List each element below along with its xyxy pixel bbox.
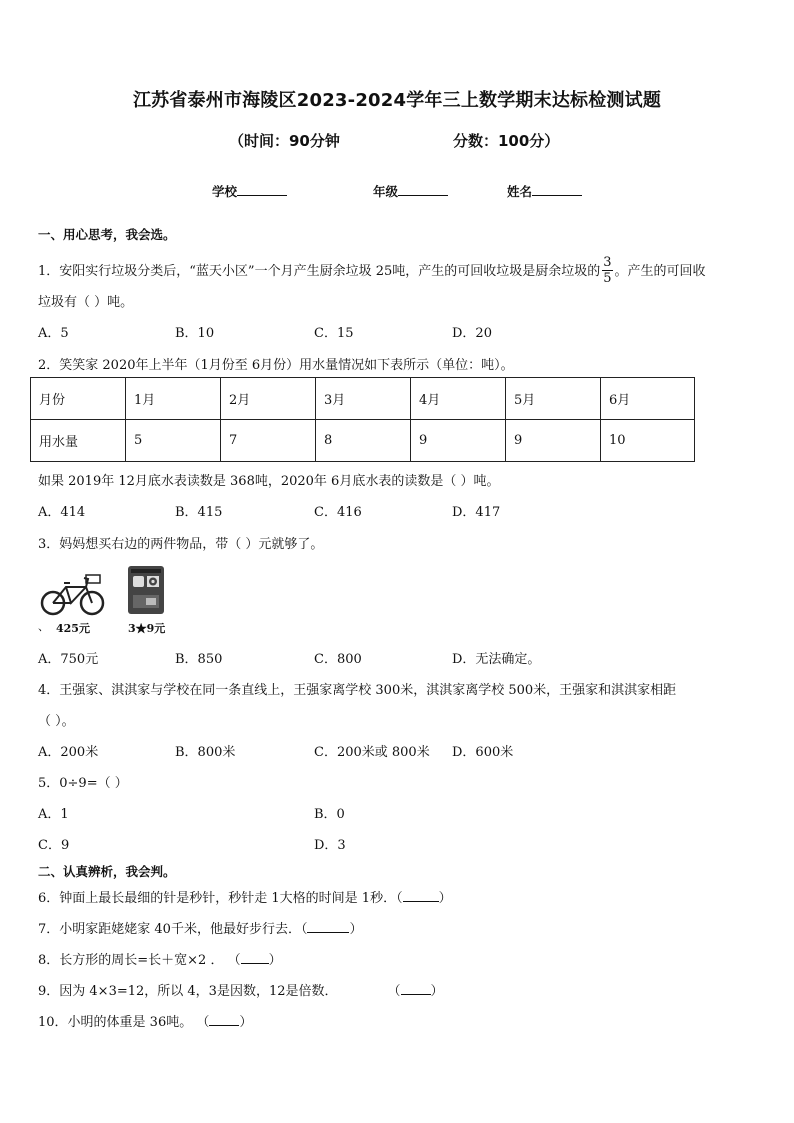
q1-option-d[interactable]: D．20 [452,326,492,341]
q6-close: ） [438,891,452,906]
table-cell: 10 [601,420,695,462]
q1-option-b[interactable]: B．10 [175,326,215,341]
school-field[interactable] [212,182,287,200]
section2-title: 二、认真辨析，我会判。 [38,864,176,879]
radio-icon [127,565,165,615]
q5-option-a[interactable]: A．1 [38,807,69,822]
table-cell: 9 [506,420,601,462]
q1-text-b: 。产生的可回收 [614,264,706,279]
school-blank[interactable] [237,183,287,196]
q1-frac-den: 5 [603,271,612,286]
q8-close: ） [268,953,282,968]
q1-option-a[interactable]: A．5 [38,326,69,341]
q10-close: ） [239,1015,253,1030]
q9-text: 9．因为 4×3=12，所以 4，3是因数，12是倍数． [38,984,338,999]
q8-text: 8．长方形的周长=长＋宽×2 ． （ [38,953,241,968]
grade-label: 年级 [373,184,399,199]
q9-answer-blank[interactable] [401,982,431,995]
exam-time: （时间：90分钟 [229,132,340,150]
name-label: 姓名 [507,184,533,199]
q9-open: （ [387,984,401,999]
q3-mark: 、 [38,620,49,633]
table-cell: 7 [221,420,316,462]
table-row [31,420,695,462]
q9-close: ） [430,984,444,999]
q1-text-a: 1．安阳实行垃圾分类后，“蓝天小区”一个月产生厨余垃圾 25吨，产生的可回收垃圾是厨余垃圾的 [38,264,601,279]
q7-text: 7．小明家距姥姥家 40千米，他最好步行去．（ [38,922,308,937]
q4-option-b[interactable]: B．800米 [175,745,236,760]
q4-option-c[interactable]: C．200米或 800米 [314,745,430,760]
bicycle-icon [40,573,106,617]
question-1 [38,256,706,287]
table-cell: 1月 [126,378,221,420]
q1-option-c[interactable]: C．15 [314,326,354,341]
grade-field[interactable] [373,182,448,200]
table-cell: 6月 [601,378,695,420]
q2-option-d[interactable]: D．417 [452,505,501,520]
q5-option-d[interactable]: D．3 [314,838,346,853]
question-5: 5．0÷9=（ ） [38,776,128,791]
q2-option-a[interactable]: A．414 [38,505,86,520]
q7-answer-blank[interactable] [307,920,349,933]
q1-fraction [602,255,612,286]
question-6 [38,887,452,906]
q6-answer-blank[interactable] [403,889,439,902]
q3-option-a[interactable]: A．750元 [38,652,99,667]
question-9 [38,980,444,999]
q6-text: 6．钟面上最长最细的针是秒针，秒针走 1大格的时间是 1秒．（ [38,891,403,906]
name-field[interactable] [507,182,582,200]
name-blank[interactable] [532,183,582,196]
q4-text-b: （ ）。 [38,714,75,729]
q5-option-c[interactable]: C．9 [38,838,70,853]
table-cell: 月份 [31,378,126,420]
radio-price: 3★9元 [128,622,166,635]
question-8 [38,949,282,968]
grade-blank[interactable] [398,183,448,196]
question-2: 2．笑笑家 2020年上半年（1月份至 6月份）用水量情况如下表所示（单位：吨）。 [38,358,514,373]
bike-price: 425元 [56,622,90,635]
q7-close: ） [349,922,363,937]
question-10 [38,1011,252,1030]
question-7 [38,918,362,937]
q3-option-d[interactable]: D．无法确定。 [452,652,541,667]
water-usage-table [30,377,695,462]
q2-option-b[interactable]: B．415 [175,505,223,520]
q10-text: 10．小明的体重是 36吨。 （ [38,1015,210,1030]
question-3: 3．妈妈想买右边的两件物品，带（ ）元就够了。 [38,537,324,552]
table-cell: 8 [316,420,411,462]
table-cell: 2月 [221,378,316,420]
q2-followup: 如果 2019年 12月底水表读数是 368吨，2020年 6月底水表的读数是（ ）吨。 [38,474,500,489]
table-header-row [31,378,695,420]
q5-option-b[interactable]: B．0 [314,807,345,822]
q3-option-b[interactable]: B．850 [175,652,223,667]
q8-answer-blank[interactable] [241,951,269,964]
table-cell: 4月 [411,378,506,420]
table-cell: 用水量 [31,420,126,462]
q1-text-c: 垃圾有（ ）吨。 [38,295,134,310]
school-label: 学校 [212,184,238,199]
page-title: 江苏省泰州市海陵区2023-2024学年三上数学期末达标检测试题 [132,90,662,111]
q4-option-a[interactable]: A．200米 [38,745,99,760]
table-cell: 9 [411,420,506,462]
table-cell: 5 [126,420,221,462]
table-cell: 5月 [506,378,601,420]
q2-option-c[interactable]: C．416 [314,505,362,520]
section1-title: 一、用心思考，我会选。 [38,227,176,242]
q3-option-c[interactable]: C．800 [314,652,362,667]
question-4: 4．王强家、淇淇家与学校在同一条直线上，王强家离学校 300米，淇淇家离学校 500米，王强家和淇淇家相距 [38,683,677,698]
q4-option-d[interactable]: D．600米 [452,745,514,760]
table-cell: 3月 [316,378,411,420]
q1-frac-num: 3 [603,255,612,270]
q10-answer-blank[interactable] [209,1013,239,1026]
exam-score: 分数：100分） [453,132,560,150]
